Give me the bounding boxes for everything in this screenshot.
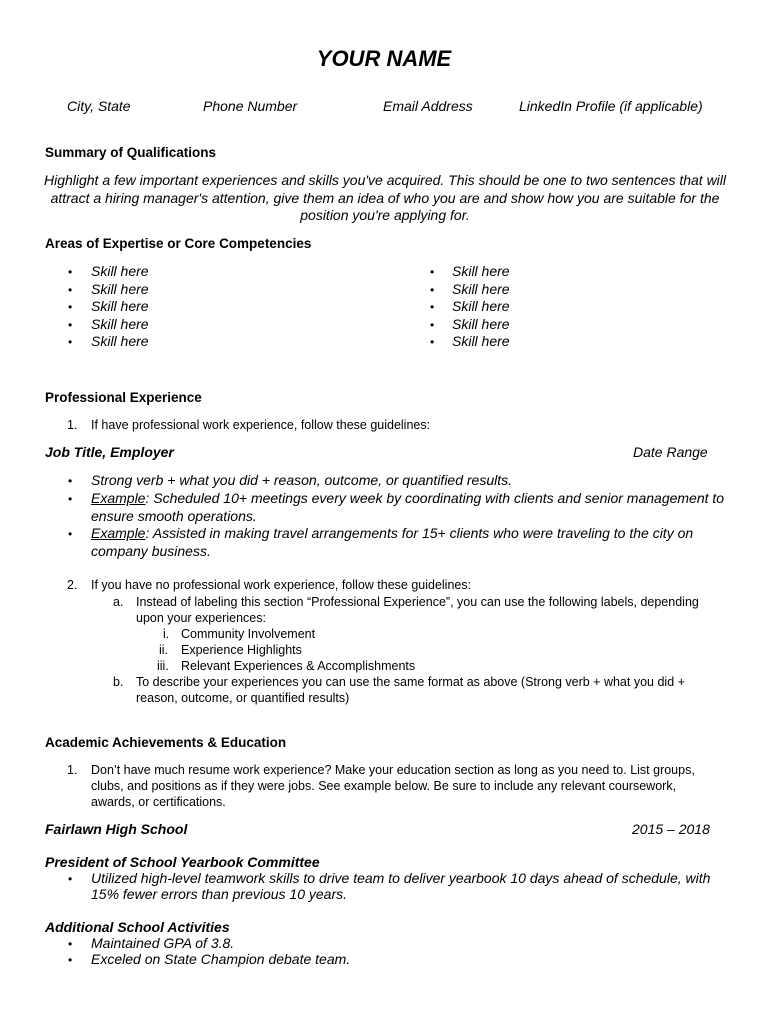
list-roman: iii. <box>157 659 169 673</box>
list-item-text: To describe your experiences you can use the same format as above (Strong verb + what you did + <box>136 675 685 689</box>
experience-heading: Professional Experience <box>45 390 202 405</box>
example-label: Example <box>91 525 146 541</box>
bullet-icon: • <box>68 474 73 488</box>
example-label: Example <box>91 490 146 506</box>
list-item-text: Experience Highlights <box>181 643 302 657</box>
skill-item: Skill here <box>452 281 510 297</box>
skill-item: Skill here <box>91 263 149 279</box>
list-item-text: awards, or certifications. <box>91 795 226 809</box>
bullet-icon: • <box>68 265 73 279</box>
experience-bullet: Example: Assisted in making travel arrangements for 15+ clients who were traveling to the city on <box>91 525 694 541</box>
bullet-icon: • <box>68 300 73 314</box>
list-item-text: clubs, and positions as if they were jobs. See example below. Be sure to include any relevant coursework, <box>91 779 677 793</box>
email-address: Email Address <box>383 98 473 114</box>
experience-bullet: Example: Scheduled 10+ meetings every week by coordinating with clients and senior management to <box>91 490 725 506</box>
list-letter: a. <box>113 595 124 609</box>
bullet-icon: • <box>68 872 73 886</box>
experience-bullet: Strong verb + what you did + reason, outcome, or quantified results. <box>91 472 513 488</box>
city-state: City, State <box>67 98 131 114</box>
list-item-text: If you have no professional work experience, follow these guidelines: <box>91 578 472 592</box>
role-bullet-continuation: 15% fewer errors than previous 10 years. <box>91 886 348 902</box>
list-number: 2. <box>67 578 78 592</box>
date-range: Date Range <box>633 444 708 460</box>
resume-name: YOUR NAME <box>316 46 452 71</box>
school-years: 2015 – 2018 <box>632 821 710 837</box>
bullet-icon: • <box>430 335 435 349</box>
skill-item: Skill here <box>452 298 510 314</box>
skill-item: Skill here <box>452 333 510 349</box>
list-item-text: If have professional work experience, follow these guidelines: <box>91 418 431 432</box>
skill-item: Skill here <box>91 281 149 297</box>
list-roman: ii. <box>159 643 169 657</box>
job-title: Job Title, Employer <box>45 444 174 460</box>
skill-item: Skill here <box>91 316 149 332</box>
bullet-icon: • <box>430 265 435 279</box>
bullet-icon: • <box>68 527 73 541</box>
list-item-text: Instead of labeling this section “Professional Experience”, you can use the following labels, depending <box>136 595 699 609</box>
skill-item: Skill here <box>91 333 149 349</box>
list-item-text: Relevant Experiences & Accomplishments <box>181 659 416 673</box>
role-bullet: Utilized high-level teamwork skills to drive team to deliver yearbook 10 days ahead of schedule, with <box>91 870 711 886</box>
experience-bullet-continuation: ensure smooth operations. <box>91 508 257 524</box>
skill-item: Skill here <box>91 298 149 314</box>
skill-item: Skill here <box>452 263 510 279</box>
bullet-icon: • <box>68 492 73 506</box>
activity-item: Maintained GPA of 3.8. <box>91 935 235 951</box>
school-name: Fairlawn High School <box>45 821 188 837</box>
bullet-icon: • <box>68 318 73 332</box>
experience-bullet-continuation: company business. <box>91 543 211 559</box>
bullet-icon: • <box>430 283 435 297</box>
role-title: President of School Yearbook Committee <box>45 854 320 870</box>
bullet-icon: • <box>68 953 73 967</box>
phone-number: Phone Number <box>203 98 298 114</box>
education-heading: Academic Achievements & Education <box>45 735 287 750</box>
bullet-icon: • <box>430 300 435 314</box>
bullet-icon: • <box>68 937 73 951</box>
summary-text: Highlight a few important experiences and skills you've acquired. This should be one to two sentences that will attract a hiring manager's attention, give them an idea of who you are and show how you are suitable for the position you're applying for. <box>43 172 727 223</box>
expertise-heading: Areas of Expertise or Core Competencies <box>45 236 312 251</box>
list-number: 1. <box>67 763 78 777</box>
list-item-text: upon your experiences: <box>136 611 266 625</box>
list-letter: b. <box>113 675 124 689</box>
skill-item: Skill here <box>452 316 510 332</box>
summary-heading: Summary of Qualifications <box>45 145 217 160</box>
activity-item: Exceled on State Champion debate team. <box>91 951 351 967</box>
bullet-icon: • <box>68 335 73 349</box>
list-number: 1. <box>67 418 78 432</box>
list-roman: i. <box>163 627 170 641</box>
list-item-text: Community Involvement <box>181 627 316 641</box>
bullet-icon: • <box>430 318 435 332</box>
list-item-text: reason, outcome, or quantified results) <box>136 691 350 705</box>
linkedin-profile: LinkedIn Profile (if applicable) <box>519 98 703 114</box>
activities-title: Additional School Activities <box>45 919 230 935</box>
bullet-icon: • <box>68 283 73 297</box>
list-item-text: Don’t have much resume work experience? Make your education section as long as you need to. List groups, <box>91 763 695 777</box>
